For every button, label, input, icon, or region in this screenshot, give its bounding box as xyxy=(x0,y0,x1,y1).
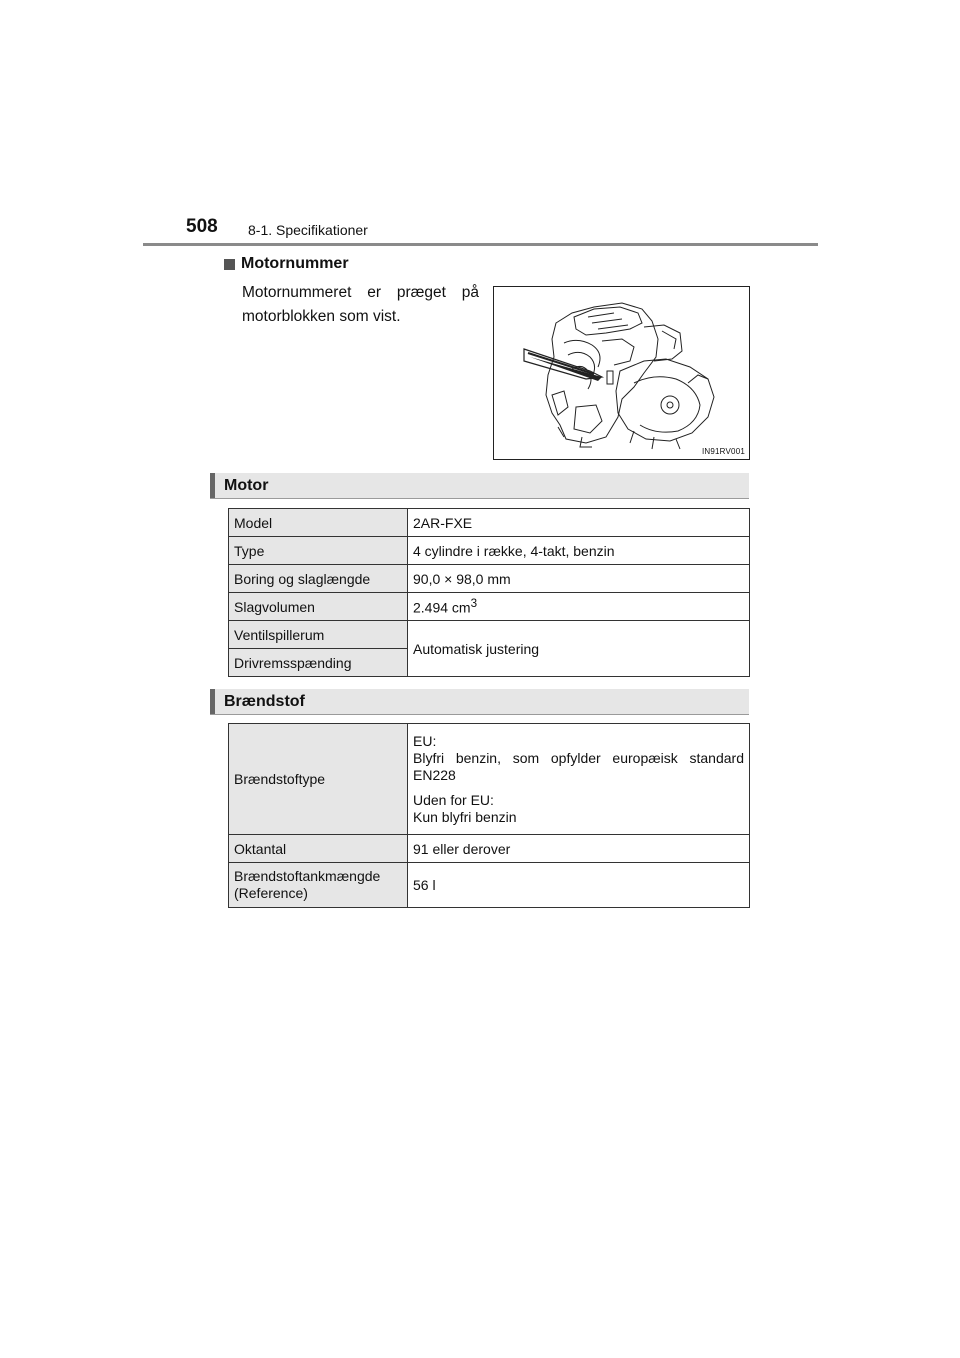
header-rule xyxy=(143,243,818,246)
eu-label: EU: xyxy=(413,732,437,749)
engine-number-heading-text: Motornummer xyxy=(241,255,349,272)
spec-value: 90,0 × 98,0 mm xyxy=(408,565,750,593)
spec-label: Boring og slaglængde xyxy=(229,565,408,593)
motor-section-bar xyxy=(210,473,749,499)
spec-label: Ventilspillerum xyxy=(229,621,408,649)
engine-illustration xyxy=(493,286,750,460)
square-bullet-icon xyxy=(224,259,235,270)
spec-label: Type xyxy=(229,537,408,565)
spec-label: Slagvolumen xyxy=(229,593,408,621)
page-number: 508 xyxy=(186,216,218,237)
table-row xyxy=(229,565,750,593)
fuel-section-bar xyxy=(210,689,749,715)
spec-label: Drivremsspænding xyxy=(229,649,408,677)
spec-value: Automatisk justering xyxy=(408,621,750,677)
section-accent xyxy=(210,473,215,498)
fuel-section-title: Brændstof xyxy=(224,693,305,710)
table-row xyxy=(229,537,750,565)
table-row xyxy=(229,621,750,649)
engine-drawing-icon xyxy=(494,287,749,459)
fuel-spec-table xyxy=(228,723,750,908)
spec-value: 91 eller derover xyxy=(408,835,750,863)
table-row xyxy=(229,835,750,863)
spec-value xyxy=(408,593,750,621)
spec-value: 2AR-FXE xyxy=(408,509,750,537)
spec-label xyxy=(229,863,408,908)
spec-label: Oktantal xyxy=(229,835,408,863)
non-eu-label: Uden for EU: xyxy=(413,791,494,808)
table-row xyxy=(229,863,750,908)
spec-value: 56 l xyxy=(408,863,750,908)
table-row xyxy=(229,509,750,537)
spec-label: Brændstoftype xyxy=(229,724,408,835)
table-row xyxy=(229,724,750,835)
engine-number-text: Motornummeret er præget på motorblokken som vist. xyxy=(242,284,479,325)
displacement-unit-exponent: 3 xyxy=(470,597,478,611)
section-title: 8-1. Specifikationer xyxy=(248,222,368,238)
non-eu-text: Kun blyfri benzin xyxy=(413,808,517,825)
displacement-value: 2.494 cm xyxy=(413,599,471,616)
spec-label: Model xyxy=(229,509,408,537)
tank-label-line2: (Reference) xyxy=(234,885,308,901)
motor-section-title: Motor xyxy=(224,477,269,494)
tank-label-line1: Brændstoftankmængde xyxy=(234,868,381,884)
eu-text: Blyfri benzin, som opfylder europæisk standard EN228 xyxy=(413,749,744,783)
figure-code: IN91RV001 xyxy=(701,447,745,456)
fuel-type-value xyxy=(408,724,750,835)
table-row xyxy=(229,593,750,621)
section-accent xyxy=(210,689,215,714)
spec-value: 4 cylindre i række, 4-takt, benzin xyxy=(408,537,750,565)
engine-number-heading xyxy=(224,255,349,273)
motor-spec-table xyxy=(228,508,750,677)
